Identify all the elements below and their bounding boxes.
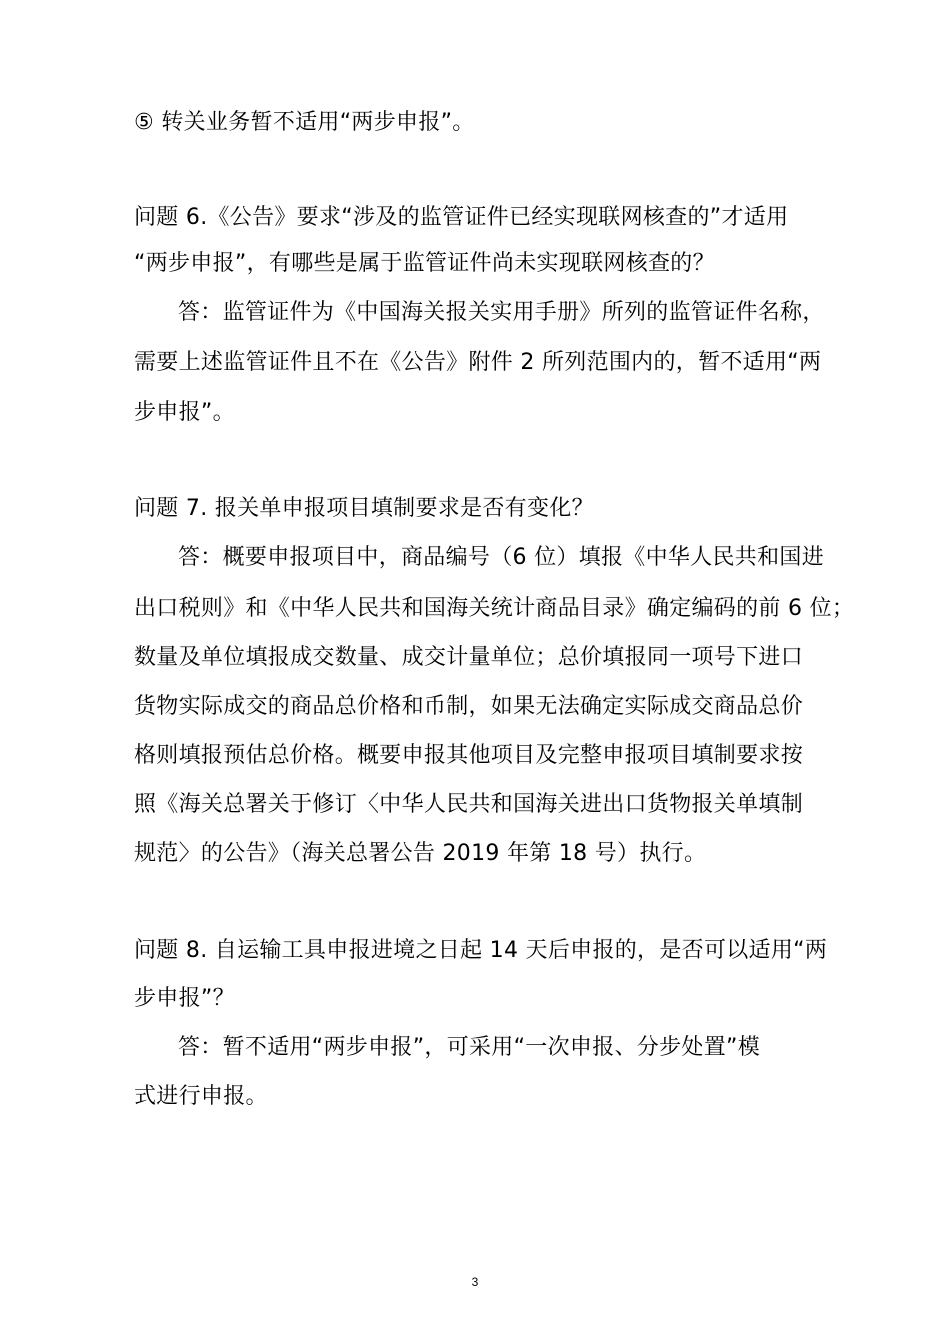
q6-answer-line-2: 需要上述监管证件且不在《公告》附件 2 所列范围内的，暂不适用“两 [134, 350, 822, 375]
q7-answer-line-3: 数量及单位填报成交数量、成交计量单位；总价填报同一项号下进口 [134, 645, 804, 670]
q8-question-line-1: 问题 8. 自运输工具申报进境之日起 14 天后申报的，是否可以适用“两 [134, 938, 828, 963]
q7-answer-line-2: 出口税则》和《中华人民共和国海关统计商品目录》确定编码的前 6 位； [134, 596, 855, 621]
q6-question-line-2: “两步申报”，有哪些是属于监管证件尚未实现联网核查的？ [134, 251, 715, 276]
q8-question-line-2: 步申报”？ [134, 986, 235, 1011]
q7-answer-line-6: 照《海关总署关于修订〈中华人民共和国海关进出口货物报关单填制 [134, 792, 804, 817]
q7-question-line-1: 问题 7. 报关单申报项目填制要求是否有变化？ [134, 496, 594, 521]
q7-answer-line-5: 格则填报预估总价格。概要申报其他项目及完整申报项目填制要求按 [134, 743, 804, 768]
q8-answer-line-1: 答：暂不适用“两步申报”，可采用“一次申报、分步处置”模 [178, 1035, 760, 1060]
item-5-text: ⑤ 转关业务暂不适用“两步申报”。 [134, 110, 475, 135]
q7-answer-line-7: 规范〉的公告》（海关总署公告 2019 年第 18 号）执行。 [134, 841, 707, 866]
page-number: 3 [471, 1275, 479, 1289]
q6-answer-line-1: 答：监管证件为《中国海关报关实用手册》所列的监管证件名称， [178, 300, 825, 325]
q7-answer-line-1: 答：概要申报项目中，商品编号（6 位）填报《中华人民共和国进 [178, 545, 824, 570]
q7-answer-line-4: 货物实际成交的商品总价格和币制，如果无法确定实际成交商品总价 [134, 694, 804, 719]
q6-answer-line-3: 步申报”。 [134, 400, 235, 425]
q8-answer-line-2: 式进行申报。 [134, 1084, 268, 1109]
q6-question-line-1: 问题 6.《公告》要求“涉及的监管证件已经实现联网核查的”才适用 [134, 205, 789, 230]
